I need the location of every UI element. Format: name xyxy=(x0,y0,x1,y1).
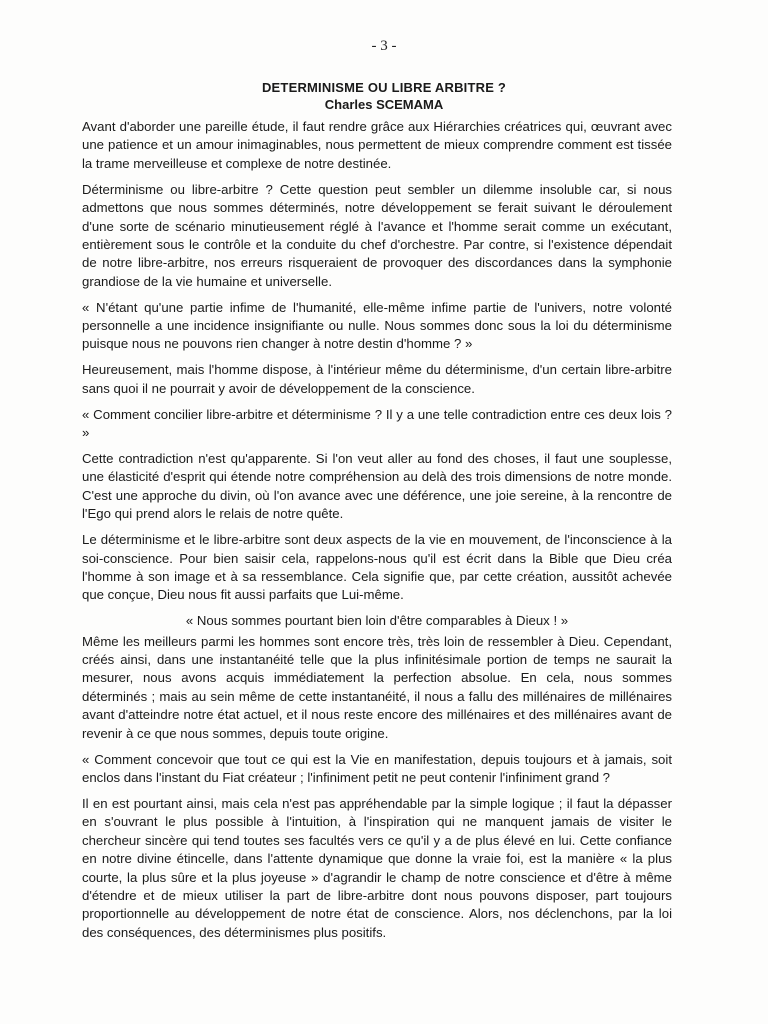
paragraph: « N'étant qu'une partie infime de l'humanité, elle-même infime partie de l'univers, notre volonté personnelle a une incidence insignifiante ou nulle. Nous sommes donc sous la loi du déterminisme puisque nous ne pouvons rien changer à notre destin d'homme ? » xyxy=(82,299,672,352)
article-author: Charles SCEMAMA xyxy=(324,97,444,112)
paragraph: Cette contradiction n'est qu'apparente. Si l'on veut aller au fond des choses, il faut une souplesse, une élasticité d'esprit qui étende notre compréhension au delà des trois dimensions de notre monde. C'est une approche du divin, où l'on avance avec une déférence, une joie sereine, à la rencontre de l'Ego qui prend alors le relais de notre quête. xyxy=(82,451,672,522)
centered-quote: « Nous sommes pourtant bien loin d'être comparables à Dieux ! » xyxy=(185,613,569,629)
paragraph: Il en est pourtant ainsi, mais cela n'est pas appréhendable par la simple logique ; il faut la dépasser en s'ouvrant le plus possible à l'intuition, à l'inspiration qui ne manquent jamais de visiter le chercheur sincère qui tend toutes ses facultés vers ce qu'il y a de plus élevé en lui. Cette confiance en notre divine étincelle, dans l'attente dynamique que donne la vraie foi, est la manière « la plus courte, la plus sûre et la plus joyeuse » d'agrandir le champ de notre conscience et d'être à même d'étendre et de mieux utiliser la part de libre-arbitre dont nous pouvons disposer, part toujours proportionnelle au développement de notre état de conscience. Alors, nos déclenchons, par la loi des conséquences, des déterminismes plus positifs. xyxy=(82,795,672,940)
paragraph: « Comment concilier libre-arbitre et déterminisme ? Il y a une telle contradiction entre ces deux lois ? » xyxy=(82,406,672,441)
paragraph: Le déterminisme et le libre-arbitre sont deux aspects de la vie en mouvement, de l'inconscience à la soi-conscience. Pour bien saisir cela, rappelons-nous qu'il est écrit dans la Bible que Dieu créa l'homme à son image et à sa ressemblance. Cela signifie que, par cette création, aussitôt achevée que conçue, Dieu nous fit aussi parfaits que Lui-même. xyxy=(82,532,672,603)
article-title: DETERMINISME OU LIBRE ARBITRE ? xyxy=(261,80,507,95)
paragraph: Heureusement, mais l'homme dispose, à l'intérieur même du déterminisme, d'un certain libre-arbitre sans quoi il ne pourrait y avoir de développement de la conscience. xyxy=(82,362,672,396)
paragraph: Avant d'aborder une pareille étude, il faut rendre grâce aux Hiérarchies créatrices qui, œuvrant avec une patience et un amour inimaginables, nous permettent de mieux comprendre comment est tissée la trame merveilleuse et complexe de notre destinée. xyxy=(82,119,672,171)
article-body xyxy=(82,118,672,950)
paragraph: Déterminisme ou libre-arbitre ? Cette question peut sembler un dilemme insoluble car, si nous admettons que nous sommes déterminés, notre développement se ferait suivant le déroulement d'une sorte de scénario minutieusement réglé à l'avance et l'homme serait comme un exécutant, entièrement sous le contrôle et la conduite du chef d'orchestre. Par contre, si l'existence dépendait de notre libre-arbitre, nos erreurs risqueraient de provoquer des discordances dans la symphonie grandiose de la vie humaine et universelle. xyxy=(82,181,672,289)
page-number: - 3 - xyxy=(371,38,397,54)
paragraph: Même les meilleurs parmi les hommes sont encore très, très loin de ressembler à Dieu. Cependant, créés ainsi, dans une instantanéité telle que la plus infinitésimale portion de temps ne saurait la mesurer, nous avons acquis immédiatement la perfection absolue. En cela, nous sommes déterminés ; mais au sein même de cette instantanéité, il nous a fallu des millénaires de millénaires avant d'atteindre notre état actuel, et il nous reste encore des millénaires et des millénaires avant de revenir à ce que nous sommes, depuis toute origine. xyxy=(82,633,672,741)
paragraph: « Comment concevoir que tout ce qui est la Vie en manifestation, depuis toujours et à jamais, soit enclos dans l'instant du Fiat créateur ; l'infiniment petit ne peut contenir l'infiniment grand ? xyxy=(82,751,672,785)
